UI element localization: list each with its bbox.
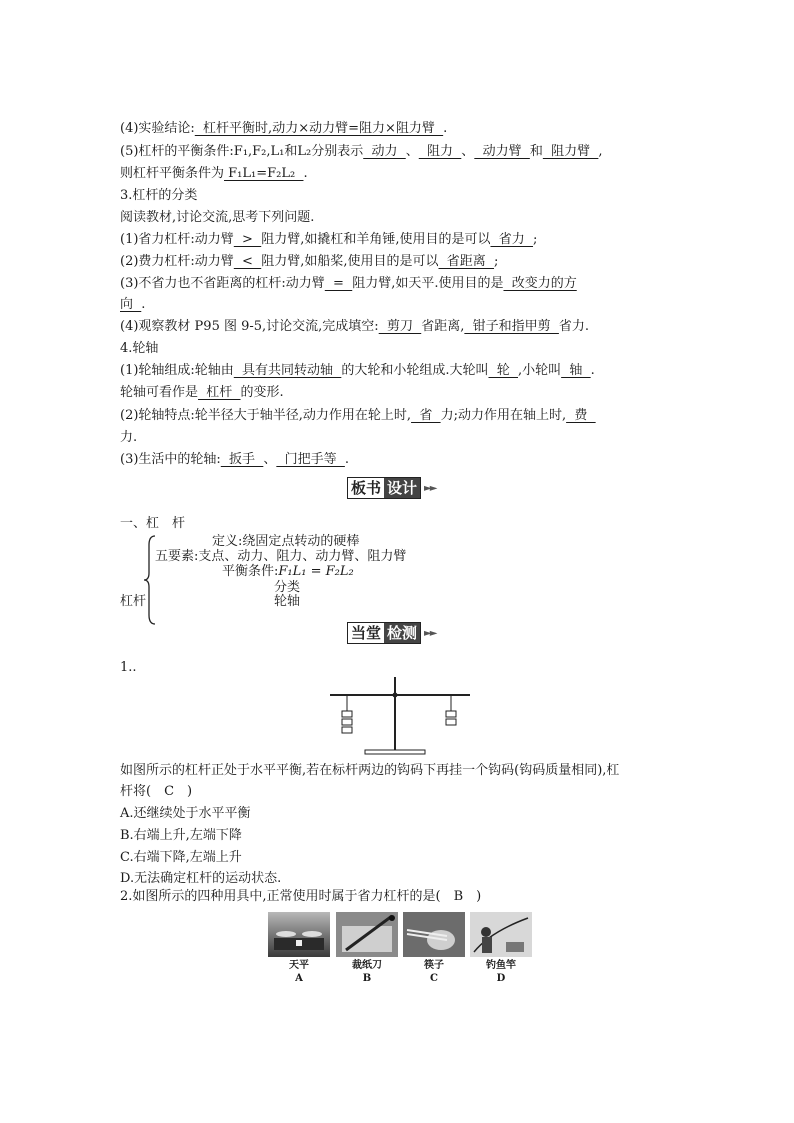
- label: 则杠杆平衡条件为: [120, 166, 225, 181]
- label: (4)实验结论:: [120, 121, 195, 136]
- caption-balance-scale: [268, 959, 330, 985]
- fishing-rod-photo: [470, 912, 532, 957]
- line-balance-condition: [120, 142, 603, 162]
- instruction-text: 阅读教材,讨论交流,思考下列问题.: [120, 210, 315, 225]
- text: 阻力臂,如天平.使用目的是: [352, 276, 504, 291]
- line-equal-arm-lever: [120, 274, 577, 294]
- paper-cutter-photo: [336, 912, 398, 957]
- question-1-stem-line-2: 杆将( C ): [120, 784, 193, 799]
- item-letter: C: [430, 973, 438, 984]
- banner-right-text: 检测: [384, 623, 420, 643]
- line-equal-arm-lever-cont: [120, 295, 145, 315]
- answer-blank: 杠杆平衡时,动力×动力臂=阻力×阻力臂: [194, 121, 444, 136]
- double-arrow-icon: ►►: [424, 627, 436, 639]
- text: 的大轮和小轮组成.大轮叫: [341, 363, 489, 378]
- sep: 、: [461, 144, 475, 159]
- item-name: 天平: [289, 960, 309, 971]
- question-1-option-a: A.还继续处于水平平衡: [120, 806, 251, 821]
- item-name: 钓鱼竿: [486, 960, 516, 971]
- label: 轮轴可看作是: [120, 385, 199, 400]
- answer-blank: 阻力臂: [542, 144, 599, 159]
- line-wheel-axle-lever: [120, 383, 284, 403]
- text: 省距离,: [421, 319, 465, 334]
- label: (4)观察教材 P95 图 9-5,讨论交流,完成填空:: [120, 319, 379, 334]
- line-balance-formula: [120, 164, 308, 184]
- answer-blank: 扳手: [220, 452, 264, 467]
- item-name: 筷子: [424, 960, 444, 971]
- board-heading: 一、杠 杆: [120, 516, 186, 531]
- punct: .: [344, 452, 350, 467]
- answer-blank: 省力: [490, 232, 534, 247]
- text: 阻力臂,如船桨,使用目的是可以: [261, 254, 439, 269]
- sep: 、: [405, 144, 419, 159]
- board-five-elements: 五要素:支点、动力、阻力、动力臂、阻力臂: [155, 549, 407, 564]
- item-name: 裁纸刀: [352, 960, 382, 971]
- item-letter: A: [295, 973, 303, 984]
- answer-blank: >: [233, 232, 262, 247]
- answer-blank: 动力: [363, 144, 406, 159]
- answer-blank: 动力臂: [474, 144, 530, 159]
- balance-scale-photo: [268, 912, 330, 957]
- double-arrow-icon: ►►: [424, 482, 436, 494]
- answer-blank: 费: [566, 408, 596, 423]
- line-observe-figure: [120, 317, 589, 337]
- item-letter: D: [496, 973, 506, 984]
- answer-blank: 杠杆: [198, 385, 241, 400]
- item-letter: B: [362, 973, 372, 984]
- line-experiment-conclusion: [120, 119, 447, 139]
- label: (2)轮轴特点:轮半径大于轴半径,动力作用在轮上时,: [120, 408, 412, 423]
- answer-blank: F₁L₁=F₂L₂: [224, 166, 304, 181]
- line-force-costing-lever: [120, 252, 498, 272]
- answer-blank: 省: [411, 408, 441, 423]
- label: (2)费力杠杆:动力臂: [120, 254, 234, 269]
- banner-right-text: 设计: [384, 478, 420, 498]
- answer-blank: 剪刀: [378, 319, 422, 334]
- label: (5)杠杆的平衡条件:F₁,F₂,L₁和L₂分别表示: [120, 144, 364, 159]
- answer-blank: 具有共同转动轴: [233, 363, 342, 378]
- question-1-stem-line-1: 如图所示的杠杆正处于水平平衡,若在标杆两边的钩码下再挂一个钩码(钩码质量相同),杠: [120, 763, 620, 778]
- line-wheel-axle-features: [120, 406, 596, 426]
- punct: .: [141, 297, 146, 312]
- heading-wheel-axle: 4.轮轴: [120, 341, 159, 356]
- text: ,小轮叫: [518, 363, 562, 378]
- line-force-saving-lever: [120, 230, 537, 250]
- answer-blank: 门把手等: [276, 452, 345, 467]
- answer-blank: 省距离: [438, 254, 495, 269]
- label: (1)轮轴组成:轮轴由: [120, 363, 234, 378]
- section-banner-board-design: [347, 477, 435, 499]
- answer-blank: 钳子和指甲剪: [464, 319, 559, 334]
- question-1-option-d: D.无法确定杠杆的运动状态.: [120, 871, 282, 886]
- text: 的变形.: [240, 385, 284, 400]
- punct: ,: [598, 144, 603, 159]
- sep: 、: [263, 452, 277, 467]
- lever-balance-figure: [325, 675, 475, 757]
- balance-formula: F₁L₁ = F₂L₂: [278, 564, 354, 579]
- question-2-stem: 2.如图所示的四种用具中,正常使用时属于省力杠杆的是( B ): [120, 889, 482, 904]
- label: (3)生活中的轮轴:: [120, 452, 221, 467]
- question-1-option-b: B.右端上升,左端下降: [120, 828, 242, 843]
- label: (1)省力杠杆:动力臂: [120, 232, 234, 247]
- punct: .: [303, 166, 308, 181]
- board-wheel-axle: 轮轴: [274, 594, 301, 609]
- answer-blank: 改变力的方: [503, 276, 577, 291]
- sep: 和: [529, 144, 543, 159]
- line-wheel-axle-components: [120, 361, 595, 381]
- answer-blank: 轮: [488, 363, 518, 378]
- answer-blank: 轴: [561, 363, 591, 378]
- label: (3)不省力也不省距离的杠杆:动力臂: [120, 276, 325, 291]
- board-classification: 分类: [274, 580, 301, 595]
- answer-blank: <: [233, 254, 262, 269]
- answer-blank: 阻力: [418, 144, 462, 159]
- board-definition: 定义:绕固定点转动的硬棒: [212, 534, 360, 549]
- text: 阻力臂,如撬杠和羊角锤,使用目的是可以: [261, 232, 491, 247]
- answer-blank: 向: [120, 297, 142, 312]
- punct: .: [443, 121, 448, 136]
- punct: ;: [533, 232, 538, 247]
- text: 力;动力作用在轴上时,: [440, 408, 567, 423]
- banner-left-text: 当堂: [348, 623, 384, 643]
- heading-lever-classification: 3.杠杆的分类: [120, 188, 198, 203]
- punct: ;: [494, 254, 499, 269]
- banner-left-text: 板书: [348, 478, 384, 498]
- answer-blank: =: [324, 276, 353, 291]
- line-wheel-axle-features-cont: 力.: [120, 430, 138, 445]
- punct: .: [590, 363, 595, 378]
- section-banner-in-class-test: [347, 622, 435, 644]
- chopsticks-photo: [403, 912, 465, 957]
- line-daily-wheel-axles: [120, 450, 349, 470]
- punct: 省力.: [558, 319, 590, 334]
- question-1-number: 1..: [120, 660, 137, 675]
- caption-chopsticks: [403, 959, 465, 985]
- board-root-lever: 杠杆: [120, 594, 147, 609]
- caption-paper-cutter: [336, 959, 398, 985]
- balance-label: 平衡条件:: [222, 564, 279, 579]
- caption-fishing-rod: [470, 959, 532, 985]
- question-1-option-c: C.右端下降,左端上升: [120, 850, 242, 865]
